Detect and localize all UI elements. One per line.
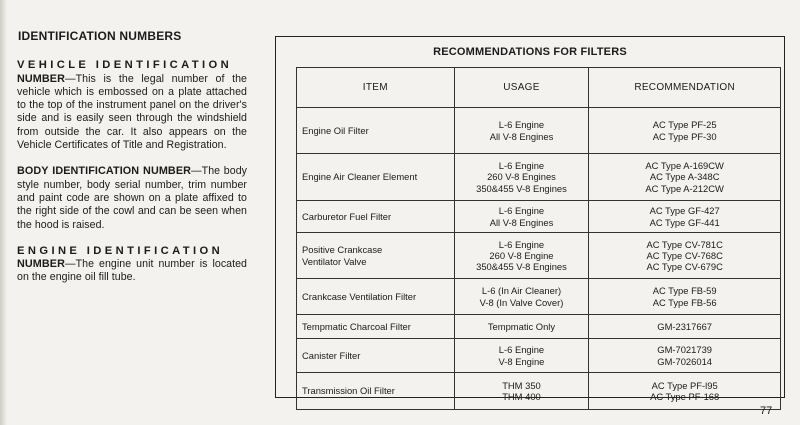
rec-line: AC Type CV-781C bbox=[646, 238, 723, 250]
engine-id-label-1: ENGINE IDENTIFICATION bbox=[17, 244, 224, 257]
cell-usage bbox=[454, 201, 589, 233]
usage-line: All V-8 Engines bbox=[489, 216, 554, 228]
item-line: Engine Air Cleaner Element bbox=[302, 171, 418, 183]
body-id-text: —The body style number, body serial number, trim number and paint code are shown on a plate affixed to the right side of the cowl and can be seen when the hood is raised. bbox=[17, 165, 247, 231]
header-item: ITEM bbox=[297, 68, 455, 108]
table-row bbox=[297, 315, 781, 339]
header-usage: USAGE bbox=[454, 68, 589, 108]
rec-line: GM-2317667 bbox=[657, 320, 713, 332]
cell-usage bbox=[454, 154, 589, 201]
rec-line: AC Type PF-25 bbox=[652, 119, 717, 131]
usage-line: L-6 (In Air Cleaner) bbox=[481, 285, 562, 297]
item-line: Tempmatic Charcoal Filter bbox=[302, 320, 411, 332]
usage-line: 350&455 V-8 Engines bbox=[476, 182, 567, 194]
rec-line: AC Type GF-441 bbox=[649, 216, 720, 228]
table-row bbox=[297, 108, 781, 154]
identification-heading: IDENTIFICATION NUMBERS bbox=[18, 29, 182, 43]
cell-rec bbox=[589, 279, 781, 315]
table-row bbox=[297, 279, 781, 315]
vehicle-id-label-1: VEHICLE IDENTIFICATION bbox=[17, 59, 233, 72]
rec-line: AC Type PF-168 bbox=[650, 391, 720, 402]
page-gutter-shadow bbox=[0, 0, 7, 425]
cell-rec bbox=[589, 315, 781, 339]
header-recommendation: RECOMMENDATION bbox=[589, 68, 781, 108]
cell-item bbox=[297, 339, 455, 373]
engine-id-label-2: NUMBER bbox=[17, 258, 65, 271]
item-line: Crankcase Ventilation Filter bbox=[302, 290, 417, 302]
vehicle-id-paragraph bbox=[17, 59, 247, 152]
usage-line: L-6 Engine bbox=[498, 205, 545, 217]
body-id-paragraph bbox=[17, 165, 247, 231]
usage-line: 260 V-8 Engines bbox=[487, 171, 556, 183]
cell-usage bbox=[454, 279, 589, 315]
rec-line: AC Type CV-768C bbox=[646, 249, 723, 261]
cell-rec bbox=[589, 154, 781, 201]
usage-line: V-8 (In Valve Cover) bbox=[479, 296, 564, 308]
usage-line: All V-8 Engines bbox=[489, 130, 554, 142]
filters-table-title: RECOMMENDATIONS FOR FILTERS bbox=[433, 46, 627, 58]
rec-line: AC Type CV-679C bbox=[646, 261, 723, 273]
engine-id-text: —The engine unit number is located on the engine oil fill tube. bbox=[17, 258, 247, 284]
usage-line: L-6 Engine bbox=[498, 344, 545, 356]
rec-line: GM-7026014 bbox=[657, 355, 713, 367]
table-row bbox=[297, 373, 781, 410]
rec-line: AC Type A-348C bbox=[649, 171, 720, 183]
cell-item bbox=[297, 315, 455, 339]
rec-line: AC Type A-169CW bbox=[645, 160, 724, 172]
item-line: Canister Filter bbox=[302, 349, 361, 361]
table-header-row bbox=[297, 68, 781, 108]
identification-section bbox=[17, 30, 247, 298]
usage-line: L-6 Engine bbox=[498, 238, 545, 250]
cell-rec bbox=[589, 108, 781, 154]
usage-line: Tempmatic Only bbox=[487, 320, 556, 332]
cell-item bbox=[297, 279, 455, 315]
engine-id-paragraph bbox=[17, 245, 247, 285]
cell-rec bbox=[589, 201, 781, 233]
cell-item bbox=[297, 201, 455, 233]
usage-line: L-6 Engine bbox=[498, 160, 545, 172]
item-line: Carburetor Fuel Filter bbox=[302, 210, 392, 222]
cell-rec bbox=[589, 339, 781, 373]
cell-usage bbox=[454, 108, 589, 154]
rec-line: AC Type FB-59 bbox=[652, 285, 717, 297]
rec-line: AC Type A-212CW bbox=[645, 182, 724, 194]
rec-line: AC Type GF-427 bbox=[649, 205, 720, 217]
usage-line: V-8 Engine bbox=[498, 355, 545, 367]
table-row bbox=[297, 201, 781, 233]
cell-item bbox=[297, 108, 455, 154]
body-id-label: BODY IDENTIFICATION NUMBER bbox=[17, 165, 192, 178]
item-line: Positive Crankcase bbox=[302, 244, 383, 256]
rec-line: GM-7021739 bbox=[657, 344, 713, 356]
cell-rec bbox=[589, 373, 781, 410]
page-number: 77 bbox=[760, 405, 773, 417]
table-row bbox=[297, 154, 781, 201]
usage-line: 260 V-8 Engine bbox=[489, 249, 554, 261]
usage-line: THM 400 bbox=[502, 391, 541, 402]
cell-rec bbox=[589, 233, 781, 279]
cell-usage bbox=[454, 373, 589, 410]
item-line: Ventilator Valve bbox=[302, 255, 367, 267]
usage-line: 350&455 V-8 Engines bbox=[476, 261, 567, 273]
cell-item bbox=[297, 373, 455, 410]
vehicle-id-label-2: NUMBER bbox=[17, 72, 65, 85]
cell-usage bbox=[454, 233, 589, 279]
cell-item bbox=[297, 233, 455, 279]
filters-table-box bbox=[275, 36, 785, 402]
usage-line: L-6 Engine bbox=[498, 119, 545, 131]
table-row bbox=[297, 339, 781, 373]
cell-usage bbox=[454, 315, 589, 339]
rec-line: AC Type PF-l95 bbox=[651, 379, 718, 391]
item-line: Engine Oil Filter bbox=[302, 124, 369, 136]
filters-table bbox=[296, 67, 781, 410]
rec-line: AC Type FB-56 bbox=[652, 296, 717, 308]
vehicle-id-text: —This is the legal number of the vehicle which is embossed on a plate attached to the top of the instrument panel on the driver's side and is easily seen through the windshield from outside the car. It also appears on the Vehicle Certificates of Title and Registration. bbox=[17, 72, 247, 152]
item-line: Transmission Oil Filter bbox=[302, 385, 395, 397]
table-row bbox=[297, 233, 781, 279]
cell-item bbox=[297, 154, 455, 201]
rec-line: AC Type PF-30 bbox=[652, 130, 717, 142]
usage-line: THM 350 bbox=[502, 379, 541, 391]
cell-usage bbox=[454, 339, 589, 373]
